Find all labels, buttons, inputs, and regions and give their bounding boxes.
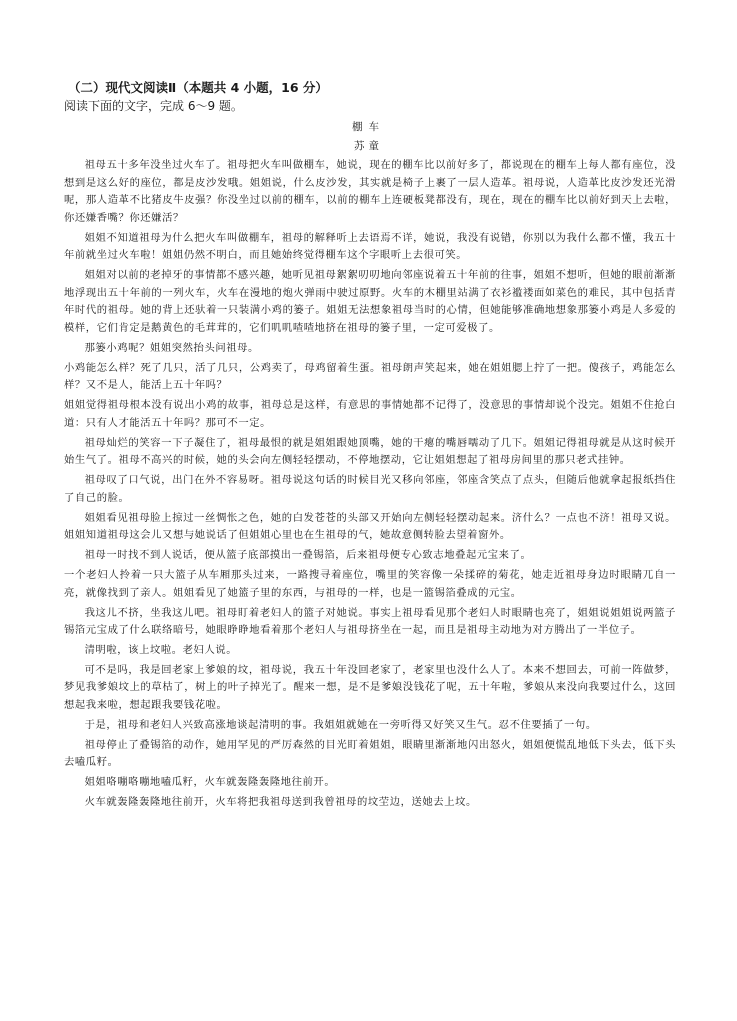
article-title: 棚车 [352,121,385,133]
article-paragraph: 那篓小鸡呢？姐姐突然抬头问祖母。 [84,341,259,354]
article-paragraph: 一个老妇人拎着一只大篮子从车厢那头过来，一路搜寻着座位，嘴里的笑容像一朵揉碎的菊花，她走近祖母身边时眼睛兀自一亮，就像找到了亲人。姐姐看见了她篮子里的东西，与祖母的一样，也是一篮锡箔叠成的元宝。 [64,569,676,599]
article-paragraph: 姐姐看见祖母脸上掠过一丝惆怅之色，她的白发苍苍的头部又开始向左侧轻轻摆动起来。济什么？一点也不济！祖母又说。姐姐知道祖母这会儿又想与她说话了但姐姐心里也在生祖母的气，她故意侧转脸去望着窗外。 [64,511,676,542]
article-paragraph: 祖母停止了叠锡箔的动作，她用罕见的严厉森然的目光盯着姐姐，眼睛里渐渐地闪出怒火，姐姐便慌乱地低下头去，低下头去嗑瓜籽。 [64,738,676,769]
article-paragraph: 姐姐觉得祖母根本没有说出小鸡的故事，祖母总是这样，有意思的事情她都不记得了，没意思的事情却说个没完。姐姐不住抢白道：只有人才能活五十年吗？那可不一定。 [64,399,676,429]
article-paragraph: 姐姐不知道祖母为什么把火车叫做棚车，祖母的解释听上去语焉不详，她说，我没有说错，你别以为我什么都不懂，我五十年前就坐过火车啦！姐姐仍然不明白，而且她始终觉得棚车这个字眼听上去很可笑。 [64,231,676,262]
article-paragraph: 姐姐咯嘣咯嘣地嗑瓜籽，火车就轰隆轰隆地往前开。 [84,776,336,789]
article-paragraph: 可不是吗，我是回老家上爹娘的坟，祖母说，我五十年没回老家了，老家里也没什么人了。本来不想回去，可前一阵做梦，梦见我爹娘坟上的草枯了，树上的叶子掉光了。醒来一想，是不是爹娘没钱花了呢，五十年啦，爹娘从来没向我要过什么，这回想起我来啦，想起跟我要钱花啦。 [64,663,676,712]
article-paragraph: 于是，祖母和老妇人兴致高涨地谈起清明的事。我姐姐就她在一旁听得又好笑又生气。忍不住要插了一句。 [84,718,597,731]
article-author: 苏童 [354,140,383,152]
instruction-text: 阅读下面的文字，完成 6～9 题。 [64,99,243,113]
article-paragraph: 姐姐对以前的老掉牙的事情都不感兴趣，她听见祖母絮絮叨叨地向邻座说着五十年前的往事，姐姐不想听，但她的眼前渐渐地浮现出五十年前的一列火车，火车在漫地的炮火弹雨中驶过原野。火车的木棚里站满了衣衫褴褛面如菜色的难民，其中包括青年时代的祖母。她的背上还驮着一只装满小鸡的篓子。姐姐无法想象祖母当时的心情，但她能够准确地想象那篓小鸡是人多爱的模样，它们肯定是鹅黄色的毛茸茸的，它们叽叽喳喳地挤在祖母的篓子里，一定可爱极了。 [64,269,676,334]
article-paragraph: 清明啦，该上坟啦。老妇人说。 [84,644,238,656]
article-paragraph: 小鸡能怎么样？死了几只，活了几只，公鸡卖了，母鸡留着生蛋。祖母朗声笑起来，她在姐姐腮上拧了一把。傻孩子，鸡能怎么样？又不是人，能活上五十年吗？ [64,361,676,392]
article-paragraph: 火车就轰隆轰隆地往前开，火车将把我祖母送到我曾祖母的坟茔边，送她去上坟。 [84,796,477,809]
article-paragraph: 祖母一时找不到人说话，便从篮子底部摸出一叠锡箔，后来祖母便专心致志地叠起元宝来了。 [84,549,532,562]
article-paragraph: 祖母五十多年没坐过火车了。祖母把火车叫做棚车，她说，现在的棚车比以前好多了，都说现在的棚车上每人都有座位，没想到是这么好的座位，都是皮沙发哦。姐姐说，什么皮沙发，其实就是椅子上裹了一层人造革。祖母说，人造革比皮沙发还光滑呢，那人造革不比猪皮牛皮强？你没坐过以前的棚车，以前的棚车上连硬板凳都没有，现在，现在的棚车比以前好到天上去啦，你还嫌香嘴？你还嫌活？ [64,159,676,224]
article-body [64,157,676,814]
article-paragraph: 祖母灿烂的笑容一下子凝住了，祖母最恨的就是姐姐跟她顶嘴，她的干瘪的嘴唇嚅动了几下。姐姐记得祖母就是从这时候开始生气了。祖母不高兴的时候，她的头会向左侧轻轻摆动，不停地摆动，它让姐姐想起了祖母房间里的那只老式挂钟。 [64,436,676,467]
article-paragraph: 祖母叹了口气说，出门在外不容易呀。祖母说这句话的时候目光又移向邻座，邻座含笑点了点头，但随后他就拿起报纸挡住了自己的脸。 [64,474,676,504]
section-title: （二）现代文阅读Ⅱ（本题共 4 小题，16 分） [68,80,328,95]
article-paragraph: 我这儿不挤，坐我这儿吧。祖母盯着老妇人的篮子对她说。事实上祖母看见那个老妇人时眼睛也亮了，姐姐说姐姐说两篮子锡箔元宝成了什么联络暗号，她眼睁睁地看着那个老妇人与祖母挤坐在一起，而且是祖母主动地为对方腾出了一半位子。 [64,606,676,637]
